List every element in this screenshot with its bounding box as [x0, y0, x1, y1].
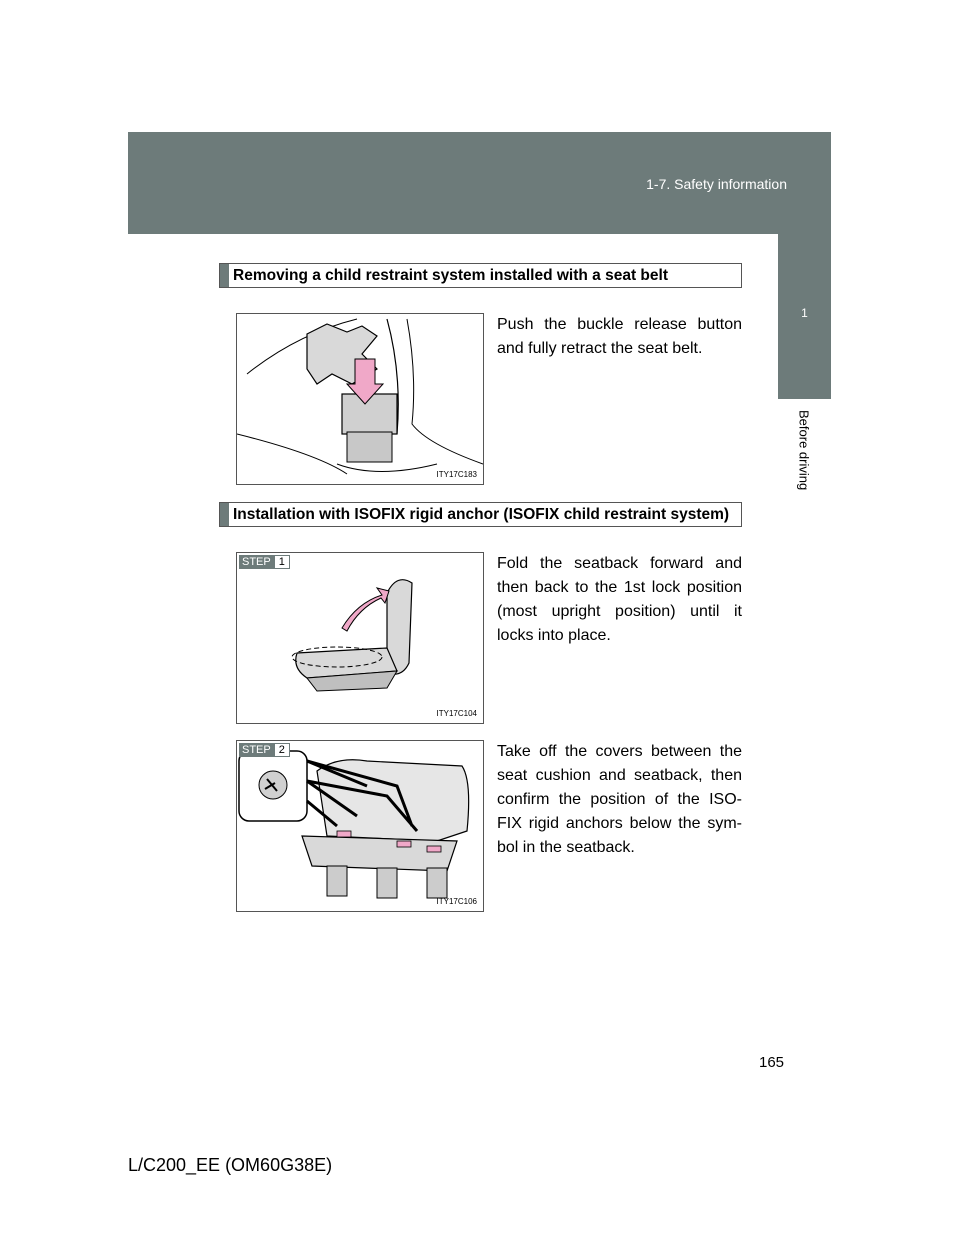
model-code: L/C200_EE (OM60G38E) [128, 1155, 333, 1175]
section-accent [220, 503, 229, 526]
step-word: STEP [239, 555, 274, 569]
chapter-label-text: Before driving [796, 410, 812, 491]
step-number: 2 [274, 743, 290, 757]
figure-buckle-release [236, 313, 484, 485]
figure-code: ITY17C183 [436, 470, 477, 479]
step-word: STEP [239, 743, 274, 757]
instruction-text: Push the buckle release button and fully retract the seat belt. [497, 316, 742, 357]
seatback-fold-illustration [237, 553, 483, 723]
step-label [239, 555, 290, 569]
figure-step-1 [236, 552, 484, 724]
figure-code: ITY17C104 [436, 709, 477, 718]
section-title: Removing a child restraint system installed with a seat belt [233, 267, 668, 284]
section-header: 1-7. Safety information [646, 176, 787, 192]
figure-code: ITY17C106 [436, 897, 477, 906]
page-number: 165 [759, 1054, 785, 1071]
section-title: Installation with ISOFIX rigid anchor (ISOFIX child restraint system) [233, 506, 730, 523]
step-label [239, 743, 290, 757]
buckle-illustration [237, 314, 483, 484]
chapter-tab [778, 234, 831, 399]
instruction-text: Take off the covers between the seat cushion and seatback, then confirm the position of the ISO-FIX rigid anchors below the sym-bol in the seatback. [497, 743, 742, 856]
section-title-bar [219, 263, 742, 288]
section-accent [220, 264, 229, 287]
header-band [128, 132, 831, 234]
chapter-label [782, 410, 826, 500]
step-number: 1 [274, 555, 290, 569]
instruction-text: Fold the seatback forward and then back to the 1st lock position (most upright position) until it locks into place. [497, 555, 742, 644]
chapter-number: 1 [801, 306, 808, 320]
section-title-bar [219, 502, 742, 527]
isofix-anchor-illustration [237, 741, 483, 911]
figure-step-2 [236, 740, 484, 912]
